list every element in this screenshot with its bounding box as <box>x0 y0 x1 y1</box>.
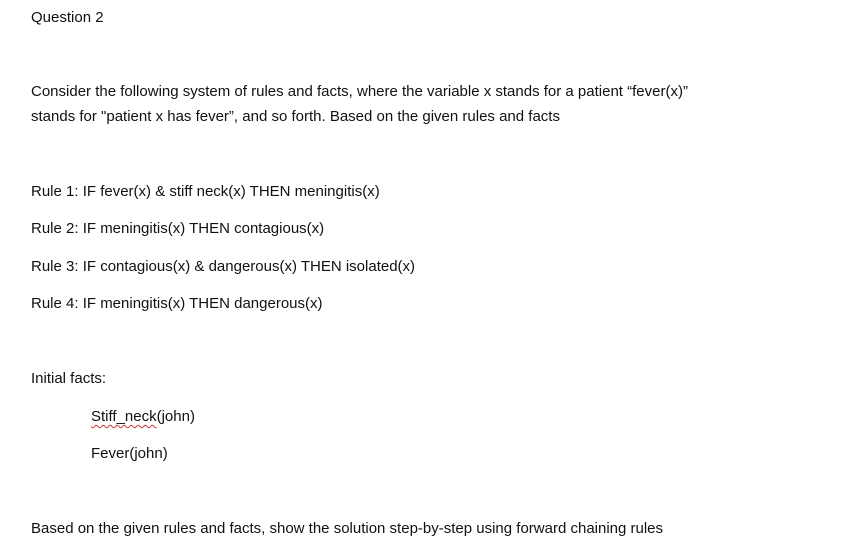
rule-1: Rule 1: IF fever(x) & stiff neck(x) THEN meningitis(x) <box>31 183 380 200</box>
intro-line-2: stands for "patient x has fever”, and so forth. Based on the given rules and facts <box>31 108 560 125</box>
rule-2: Rule 2: IF meningitis(x) THEN contagious(x) <box>31 220 325 237</box>
initial-facts-label: Initial facts: <box>31 370 107 387</box>
rule-4: Rule 4: IF meningitis(x) THEN dangerous(x) <box>31 295 323 312</box>
fact-argument: (john) <box>156 408 195 425</box>
question-title: Question 2 <box>31 9 104 26</box>
closing-instruction: Based on the given rules and facts, show the solution step-by-step using forward chaining rules <box>31 520 664 537</box>
fact-stiff-neck <box>91 407 195 427</box>
intro-line-1: Consider the following system of rules and facts, where the variable x stands for a patient “fever(x)” <box>31 83 688 100</box>
spellcheck-marked-word: Stiff_neck <box>91 408 157 425</box>
fact-fever: Fever(john) <box>91 445 168 462</box>
rule-3: Rule 3: IF contagious(x) & dangerous(x) THEN isolated(x) <box>31 258 416 275</box>
